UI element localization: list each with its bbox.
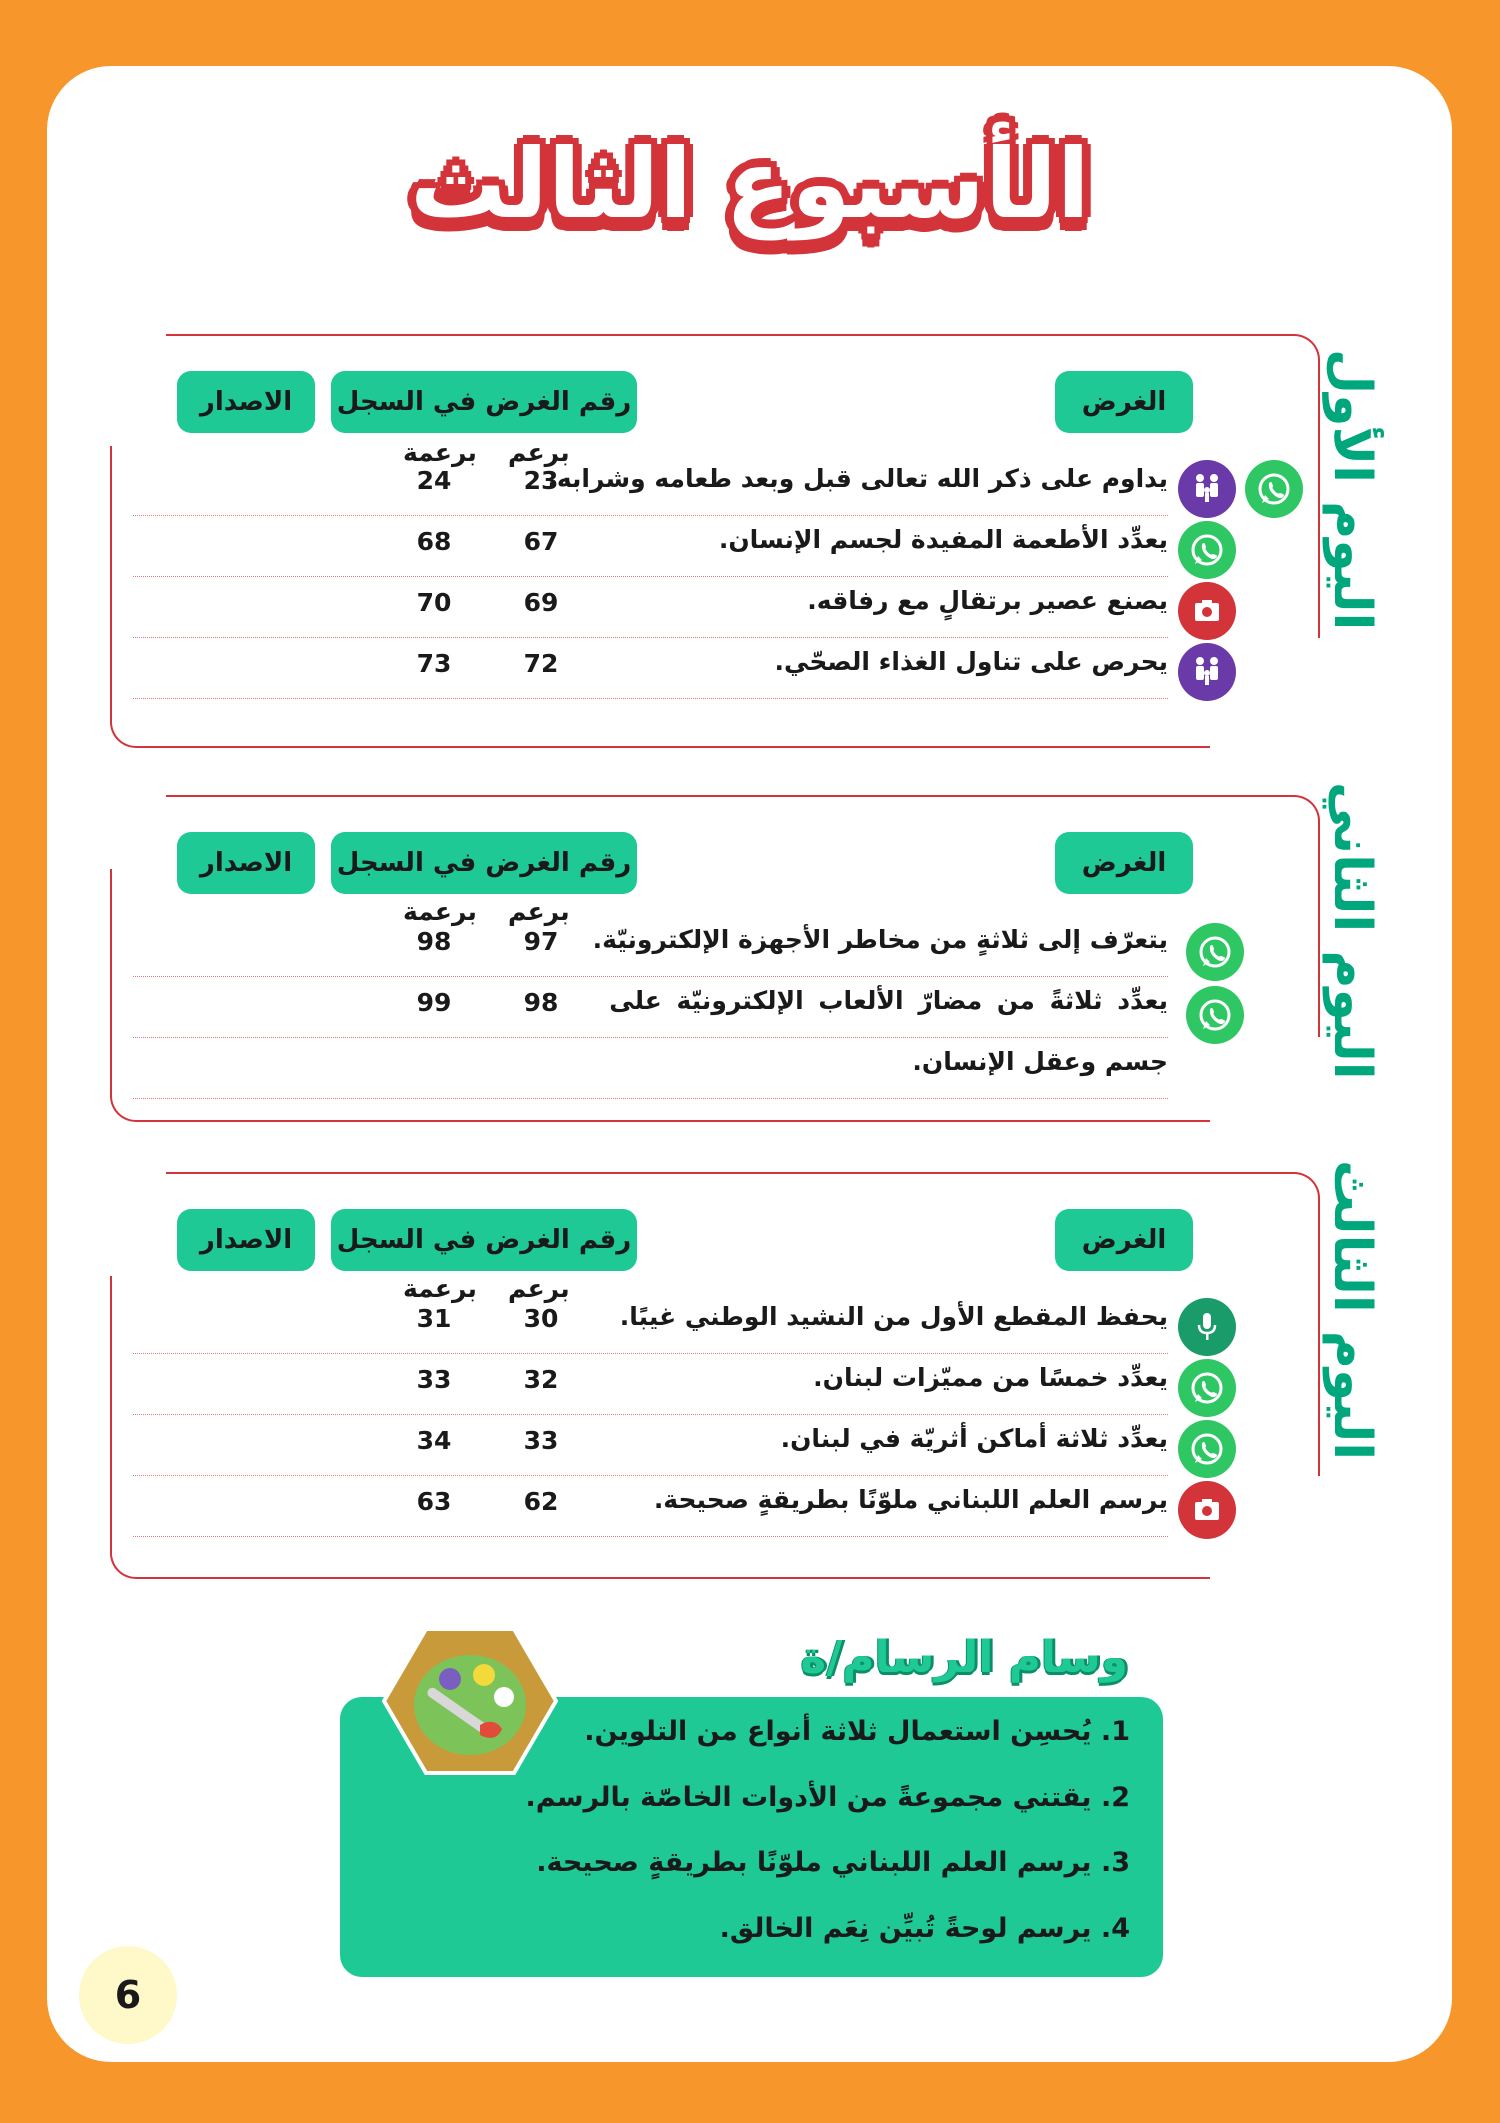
page-title: الأسبوع الثالث bbox=[410, 128, 1090, 240]
table-row bbox=[133, 1292, 1168, 1354]
table-row bbox=[133, 1414, 1168, 1476]
record-boraema: 70 bbox=[416, 588, 452, 617]
badge-title: وسام الرسام/ة bbox=[800, 1632, 1128, 1683]
table-row bbox=[133, 1037, 1168, 1099]
table-row bbox=[133, 915, 1168, 977]
record-boraem: 98 bbox=[523, 988, 559, 1017]
badge-item: 2. يقتني مجموعةً من الأدوات الخاصّة بالرسم. bbox=[525, 1782, 1130, 1813]
palette-icon bbox=[382, 1625, 558, 1777]
record-boraema: 73 bbox=[416, 649, 452, 678]
badge-item: 1. يُحسِن استعمال ثلاثة أنواع من التلوين. bbox=[584, 1716, 1130, 1747]
record-boraem: 62 bbox=[523, 1487, 559, 1516]
goal-text: يعدِّد ثلاثةً من مضارّ الألعاب الإلكترونيّة على bbox=[609, 986, 1168, 1015]
goal-text: يتعرّف إلى ثلاثةٍ من مخاطر الأجهزة الإلكترونيّة. bbox=[592, 925, 1168, 954]
header-record-number: رقم الغرض في السجل bbox=[331, 832, 637, 894]
day-label: اليوم الثالث bbox=[1322, 1159, 1382, 1460]
header-edition: الاصدار bbox=[177, 832, 315, 894]
header-edition: الاصدار bbox=[177, 1209, 315, 1271]
day-label: اليوم الثاني bbox=[1322, 782, 1382, 1080]
header-edition: الاصدار bbox=[177, 371, 315, 433]
header-goal: الغرض bbox=[1055, 371, 1193, 433]
camera-icon bbox=[1178, 582, 1236, 640]
header-record-number: رقم الغرض في السجل bbox=[331, 1209, 637, 1271]
whatsapp-icon bbox=[1186, 986, 1244, 1044]
goal-text: يحفظ المقطع الأول من النشيد الوطني غيبًا. bbox=[619, 1302, 1168, 1331]
goal-text: يرسم العلم اللبناني ملوّنًا بطريقةٍ صحيحة. bbox=[653, 1485, 1168, 1514]
header-goal: الغرض bbox=[1055, 1209, 1193, 1271]
record-boraema: 34 bbox=[416, 1426, 452, 1455]
microphone-icon bbox=[1178, 1298, 1236, 1356]
record-boraema: 33 bbox=[416, 1365, 452, 1394]
header-record-number: رقم الغرض في السجل bbox=[331, 371, 637, 433]
record-boraem: 97 bbox=[523, 927, 559, 956]
table-row bbox=[133, 576, 1168, 638]
record-boraema: 68 bbox=[416, 527, 452, 556]
record-boraem: 72 bbox=[523, 649, 559, 678]
whatsapp-icon bbox=[1245, 460, 1303, 518]
table-row bbox=[133, 1353, 1168, 1415]
page-number: 6 bbox=[79, 1946, 177, 2044]
record-boraem: 32 bbox=[523, 1365, 559, 1394]
goal-text: جسم وعقل الإنسان. bbox=[912, 1047, 1168, 1076]
goal-text: يداوم على ذكر الله تعالى قبل وبعد طعامه وشرابه. bbox=[547, 464, 1168, 493]
record-boraem: 23 bbox=[523, 466, 559, 495]
badge-item: 4. يرسم لوحةً تُبيِّن نِعَم الخالق. bbox=[719, 1913, 1130, 1944]
record-boraem: 69 bbox=[523, 588, 559, 617]
badge-item: 3. يرسم العلم اللبناني ملوّنًا بطريقةٍ صحيحة. bbox=[536, 1847, 1130, 1878]
goal-text: يعدِّد ثلاثة أماكن أثريّة في لبنان. bbox=[780, 1424, 1168, 1453]
subheader-boraem: برعم bbox=[508, 438, 570, 467]
camera-icon bbox=[1178, 1481, 1236, 1539]
subheader-boraema: برعمة bbox=[403, 438, 477, 467]
table-row bbox=[133, 454, 1168, 516]
record-boraema: 99 bbox=[416, 988, 452, 1017]
table-row bbox=[133, 637, 1168, 699]
subheader-boraema: برعمة bbox=[403, 897, 477, 926]
whatsapp-icon bbox=[1186, 923, 1244, 981]
record-boraema: 98 bbox=[416, 927, 452, 956]
subheader-boraema: برعمة bbox=[403, 1274, 477, 1303]
record-boraema: 24 bbox=[416, 466, 452, 495]
header-goal: الغرض bbox=[1055, 832, 1193, 894]
whatsapp-icon bbox=[1178, 521, 1236, 579]
whatsapp-icon bbox=[1178, 1420, 1236, 1478]
record-boraem: 33 bbox=[523, 1426, 559, 1455]
day-label: اليوم الأول bbox=[1322, 348, 1382, 630]
record-boraema: 31 bbox=[416, 1304, 452, 1333]
goal-text: يعدِّد الأطعمة المفيدة لجسم الإنسان. bbox=[718, 525, 1168, 554]
goal-text: يعدِّد خمسًا من مميّزات لبنان. bbox=[813, 1363, 1168, 1392]
table-row bbox=[133, 976, 1168, 1038]
subheader-boraem: برعم bbox=[508, 1274, 570, 1303]
record-boraem: 67 bbox=[523, 527, 559, 556]
table-row bbox=[133, 1475, 1168, 1537]
family-icon bbox=[1178, 460, 1236, 518]
whatsapp-icon bbox=[1178, 1359, 1236, 1417]
subheader-boraem: برعم bbox=[508, 897, 570, 926]
record-boraem: 30 bbox=[523, 1304, 559, 1333]
table-row bbox=[133, 515, 1168, 577]
goal-text: يصنع عصير برتقالٍ مع رفاقه. bbox=[807, 586, 1168, 615]
record-boraema: 63 bbox=[416, 1487, 452, 1516]
family-icon bbox=[1178, 643, 1236, 701]
goal-text: يحرص على تناول الغذاء الصحّي. bbox=[774, 647, 1168, 676]
